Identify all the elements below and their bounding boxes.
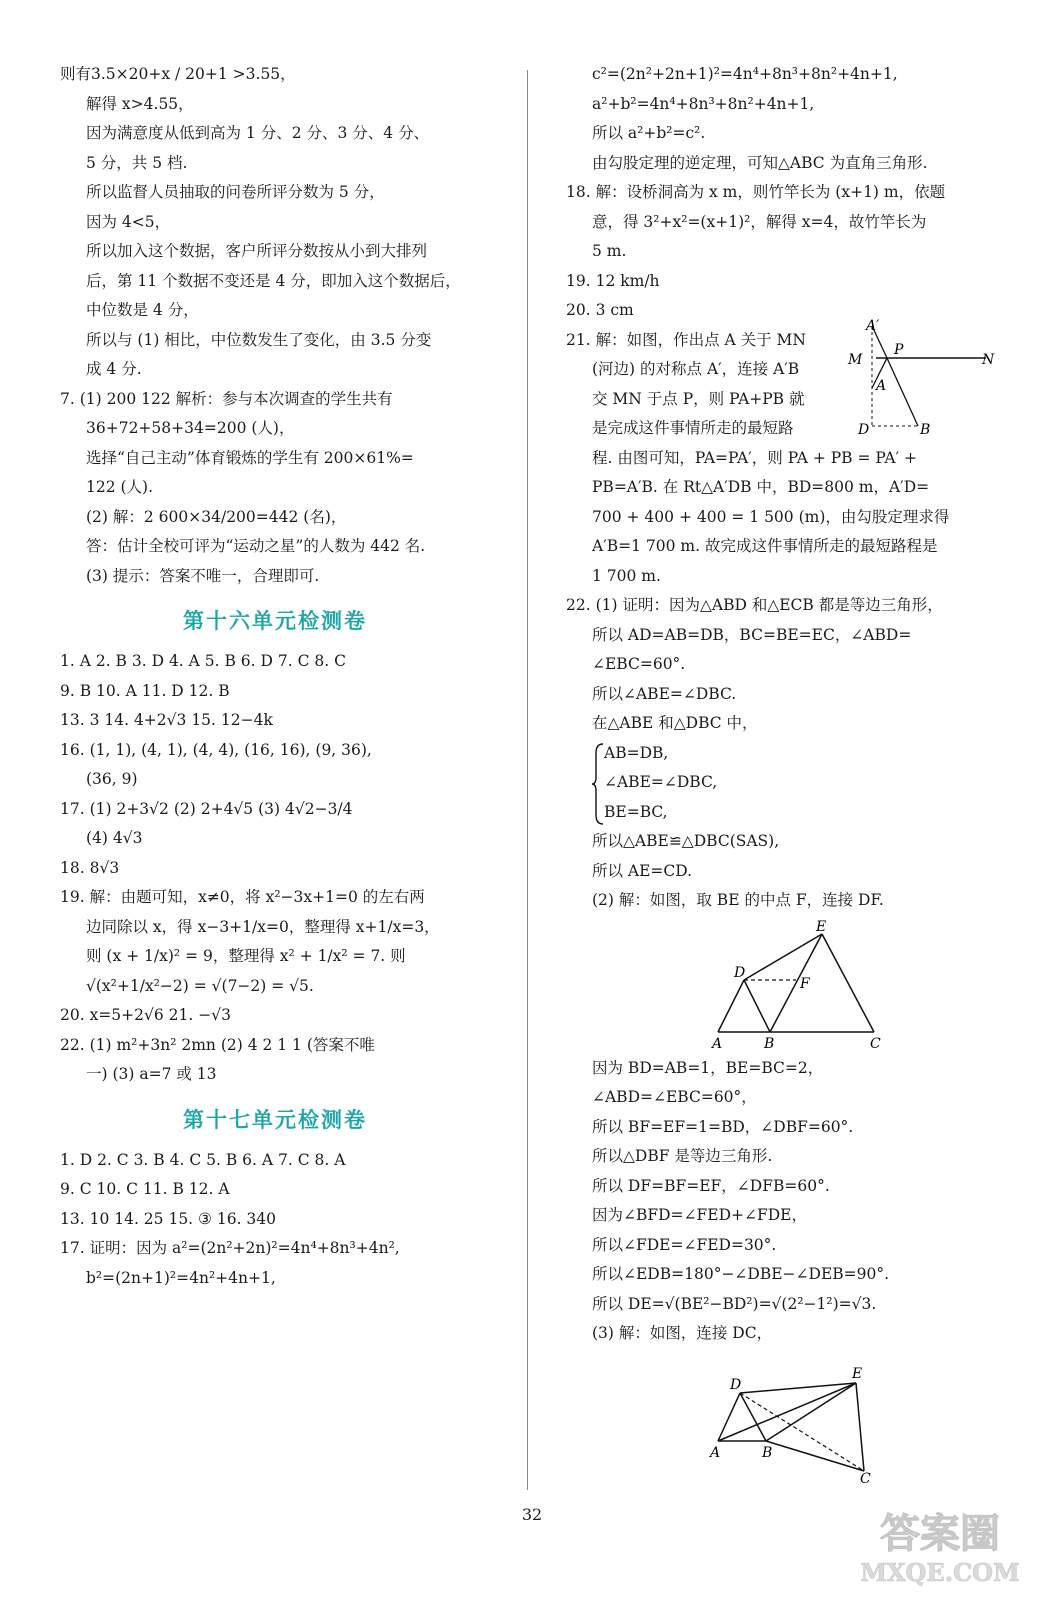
label-a-prime: A′ (866, 317, 880, 334)
text-line: 5 分，共 5 档. (86, 153, 188, 172)
label-a: A (710, 1444, 721, 1461)
q7-line: 答：估计全校可评为“运动之星”的人数为 442 名. (86, 537, 426, 555)
label-c: C (860, 1470, 871, 1483)
q22-line: 在△ABE 和△DBC 中， (592, 714, 758, 732)
column-divider (527, 70, 528, 1490)
answer-line: 19. 解：由题可知，x≠0，将 x²−3x+1=0 的左右两 (60, 888, 425, 906)
q21-block (566, 317, 1006, 592)
label-c: C (870, 1035, 881, 1050)
answer-line: 9. B 10. A 11. D 12. B (60, 681, 230, 700)
equation-line: ∠ABE=∠DBC, (604, 773, 718, 791)
answer-line: 一) (3) a=7 或 13 (86, 1065, 217, 1083)
answer-line: 17. 证明：因为 a²=(2n²+2n)²=4n⁴+8n³+4n², (60, 1239, 400, 1257)
text-line: a²+b²=4n⁴+8n³+8n²+4n+1, (592, 94, 815, 113)
q19-line: 19. 12 km/h (566, 271, 660, 290)
page-number: 32 (521, 1505, 543, 1524)
text-line: 所以加入这个数据，客户所评分数按从小到大排列 (86, 242, 428, 260)
q21-line: A′B=1 700 m. 故完成这件事情所走的最短路程是 (592, 537, 938, 555)
text-line: 中位数是 4 分， (86, 301, 199, 319)
label-d: D (858, 421, 870, 438)
label-a: A (712, 1035, 723, 1050)
label-d: D (730, 1376, 742, 1393)
right-column (566, 60, 1006, 1483)
text-line: 所以监督人员抽取的问卷所评分数为 5 分， (86, 183, 385, 201)
q20-line: 20. 3 cm (566, 301, 634, 319)
label-p: P (894, 341, 904, 358)
answer-line: 1. D 2. C 3. B 4. C 5. B 6. A 7. C 8. A (60, 1150, 346, 1169)
text-line: 所以与 (1) 相比，中位数发生了变化，由 3.5 分变 (86, 330, 432, 349)
q22-line: 所以∠ABE=∠DBC. (592, 684, 737, 703)
label-n: N (982, 351, 995, 368)
answer-line: 20. x=5+2√6 21. −√3 (60, 1006, 231, 1024)
equation-line: BE=BC, (604, 802, 668, 821)
q18-line: 意，得 3²+x²=(x+1)²，解得 x=4，故竹竿长为 (592, 212, 927, 231)
q21-line: PB=A′B. 在 Rt△A′DB 中，BD=800 m，A′D= (592, 478, 930, 496)
q7-line: 7. (1) 200 122 解析：参与本次调查的学生共有 (60, 389, 393, 408)
answer-line: 则 (x + 1/x)² = 9，整理得 x² + 1/x² = 7. 则 (86, 947, 406, 965)
q18-line: 5 m. (592, 242, 627, 260)
q22-line: 所以∠FDE=∠FED=30°. (592, 1235, 777, 1254)
text-line: c²=(2n²+2n+1)²=4n⁴+8n³+8n²+4n+1, (592, 65, 898, 83)
answer-line: 13. 10 14. 25 15. ③ 16. 340 (60, 1209, 277, 1228)
label-b: B (762, 1444, 773, 1461)
brace-icon (592, 743, 604, 825)
answer-line: 22. (1) m²+3n² 2mn (2) 4 2 1 1 (答案不唯 (60, 1035, 375, 1054)
q22-line: (2) 解：如图，取 BE 的中点 F，连接 DF. (592, 891, 884, 909)
q22-line: 所以∠EDB=180°−∠DBE−∠DEB=90°. (592, 1265, 890, 1283)
figure-q22-part2 (706, 920, 896, 1050)
q21-line: (河边) 的对称点 A′，连接 A′B (592, 360, 800, 378)
section-title-17: 第十七单元检测卷 (183, 1107, 367, 1132)
watermark-logo (840, 1503, 1040, 1588)
answer-line: (4) 4√3 (86, 829, 143, 847)
q21-line: 交 MN 于点 P，则 PA+PB 就 (592, 389, 805, 408)
q22-line: 所以 AE=CD. (592, 861, 693, 880)
equation-line: AB=DB, (604, 743, 669, 762)
q22-line: 22. (1) 证明：因为△ABD 和△ECB 都是等边三角形， (566, 596, 943, 614)
q21-line: 1 700 m. (592, 566, 661, 585)
q22-line: 因为∠BFD=∠FED+∠FDE， (592, 1206, 808, 1224)
text-line: 则有3.5×20+x / 20+1 >3.55， (60, 65, 296, 83)
figure-q22-part3 (706, 1353, 896, 1483)
answer-line: (36, 9) (86, 770, 138, 788)
text-line: 所以 a²+b²=c². (592, 124, 706, 142)
answer-line: √(x²+1/x²−2) = √(7−2) = √5. (86, 976, 314, 995)
watermark-top: 答案圈 (880, 1510, 1000, 1557)
text-line: 解得 x>4.55， (86, 94, 194, 113)
q21-line: 700 + 400 + 400 = 1 500 (m)，由勾股定理求得 (592, 507, 950, 526)
q22-line: ∠ABD=∠EBC=60°， (592, 1088, 757, 1106)
figure-q21 (846, 318, 996, 438)
text-line: 成 4 分. (86, 360, 142, 378)
watermark-bottom: MXQE.COM (860, 1558, 1020, 1587)
q7-line: 122 (人). (86, 478, 154, 496)
label-m: M (848, 351, 863, 368)
section-title-16: 第十六单元检测卷 (183, 609, 367, 633)
answer-line: 9. C 10. C 11. B 12. A (60, 1180, 230, 1198)
text-line: 由勾股定理的逆定理，可知△ABC 为直角三角形. (592, 153, 928, 172)
answer-line: b²=(2n+1)²=4n²+4n+1, (86, 1268, 276, 1287)
answer-line: 边同除以 x，得 x−3+1/x=0，整理得 x+1/x=3， (86, 917, 440, 936)
q22-line: 所以△ABE≌△DBC(SAS), (592, 832, 780, 850)
answer-line: 1. A 2. B 3. D 4. A 5. B 6. D 7. C 8. C (60, 652, 346, 670)
text-line: 后，第 11 个数据不变还是 4 分，即加入这个数据后， (86, 271, 461, 290)
label-d: D (734, 964, 746, 981)
q21-line: 21. 解：如图，作出点 A 关于 MN (566, 330, 806, 349)
text-line: 因为 4<5， (86, 212, 171, 231)
q7-line: 36+72+58+34=200 (人)， (86, 419, 295, 437)
text-line: 因为满意度从低到高为 1 分、2 分、3 分、4 分、 (86, 124, 430, 142)
q22-line: 所以△DBF 是等边三角形. (592, 1147, 773, 1165)
q22-line: ∠EBC=60°. (592, 655, 686, 673)
q21-line: 是完成这件事情所走的最短路 (592, 419, 794, 437)
answer-line: 17. (1) 2+3√2 (2) 2+4√5 (3) 4√2−3/4 (60, 799, 353, 818)
answer-line: 13. 3 14. 4+2√3 15. 12−4k (60, 711, 273, 729)
answer-line: 18. 8√3 (60, 858, 120, 877)
q22-line: 所以 DF=BF=EF，∠DFB=60°. (592, 1176, 830, 1195)
label-a: A (876, 377, 887, 394)
label-b: B (764, 1035, 775, 1050)
q21-line: 程. 由图可知，PA=PA′，则 PA + PB = PA′ + (592, 448, 918, 467)
answer-line: 16. (1, 1), (4, 1), (4, 4), (16, 16), (9, 36), (60, 740, 372, 759)
q7-line: (2) 解：2 600×34/200=442 (名)， (86, 507, 347, 526)
label-e: E (852, 1365, 863, 1382)
q18-line: 18. 解：设桥洞高为 x m，则竹竿长为 (x+1) m，依题 (566, 183, 946, 201)
q22-line: (3) 解：如图，连接 DC， (592, 1324, 773, 1342)
label-b: B (920, 421, 931, 438)
q22-line: 所以 AD=AB=DB，BC=BE=EC，∠ABD= (592, 625, 912, 644)
q7-line: (3) 提示：答案不唯一，合理即可. (86, 566, 320, 585)
label-e: E (816, 919, 827, 935)
left-column (60, 60, 490, 1293)
q7-line: 选择“自己主动”体育锻炼的学生有 200×61%= (86, 448, 414, 467)
q22-line: 所以 DE=√(BE²−BD²)=√(2²−1²)=√3. (592, 1294, 877, 1313)
label-f: F (800, 975, 810, 992)
equation-system (566, 739, 1006, 828)
q22-line: 因为 BD=AB=1，BE=BC=2， (592, 1058, 824, 1077)
q22-line: 所以 BF=EF=1=BD，∠DBF=60°. (592, 1117, 854, 1136)
